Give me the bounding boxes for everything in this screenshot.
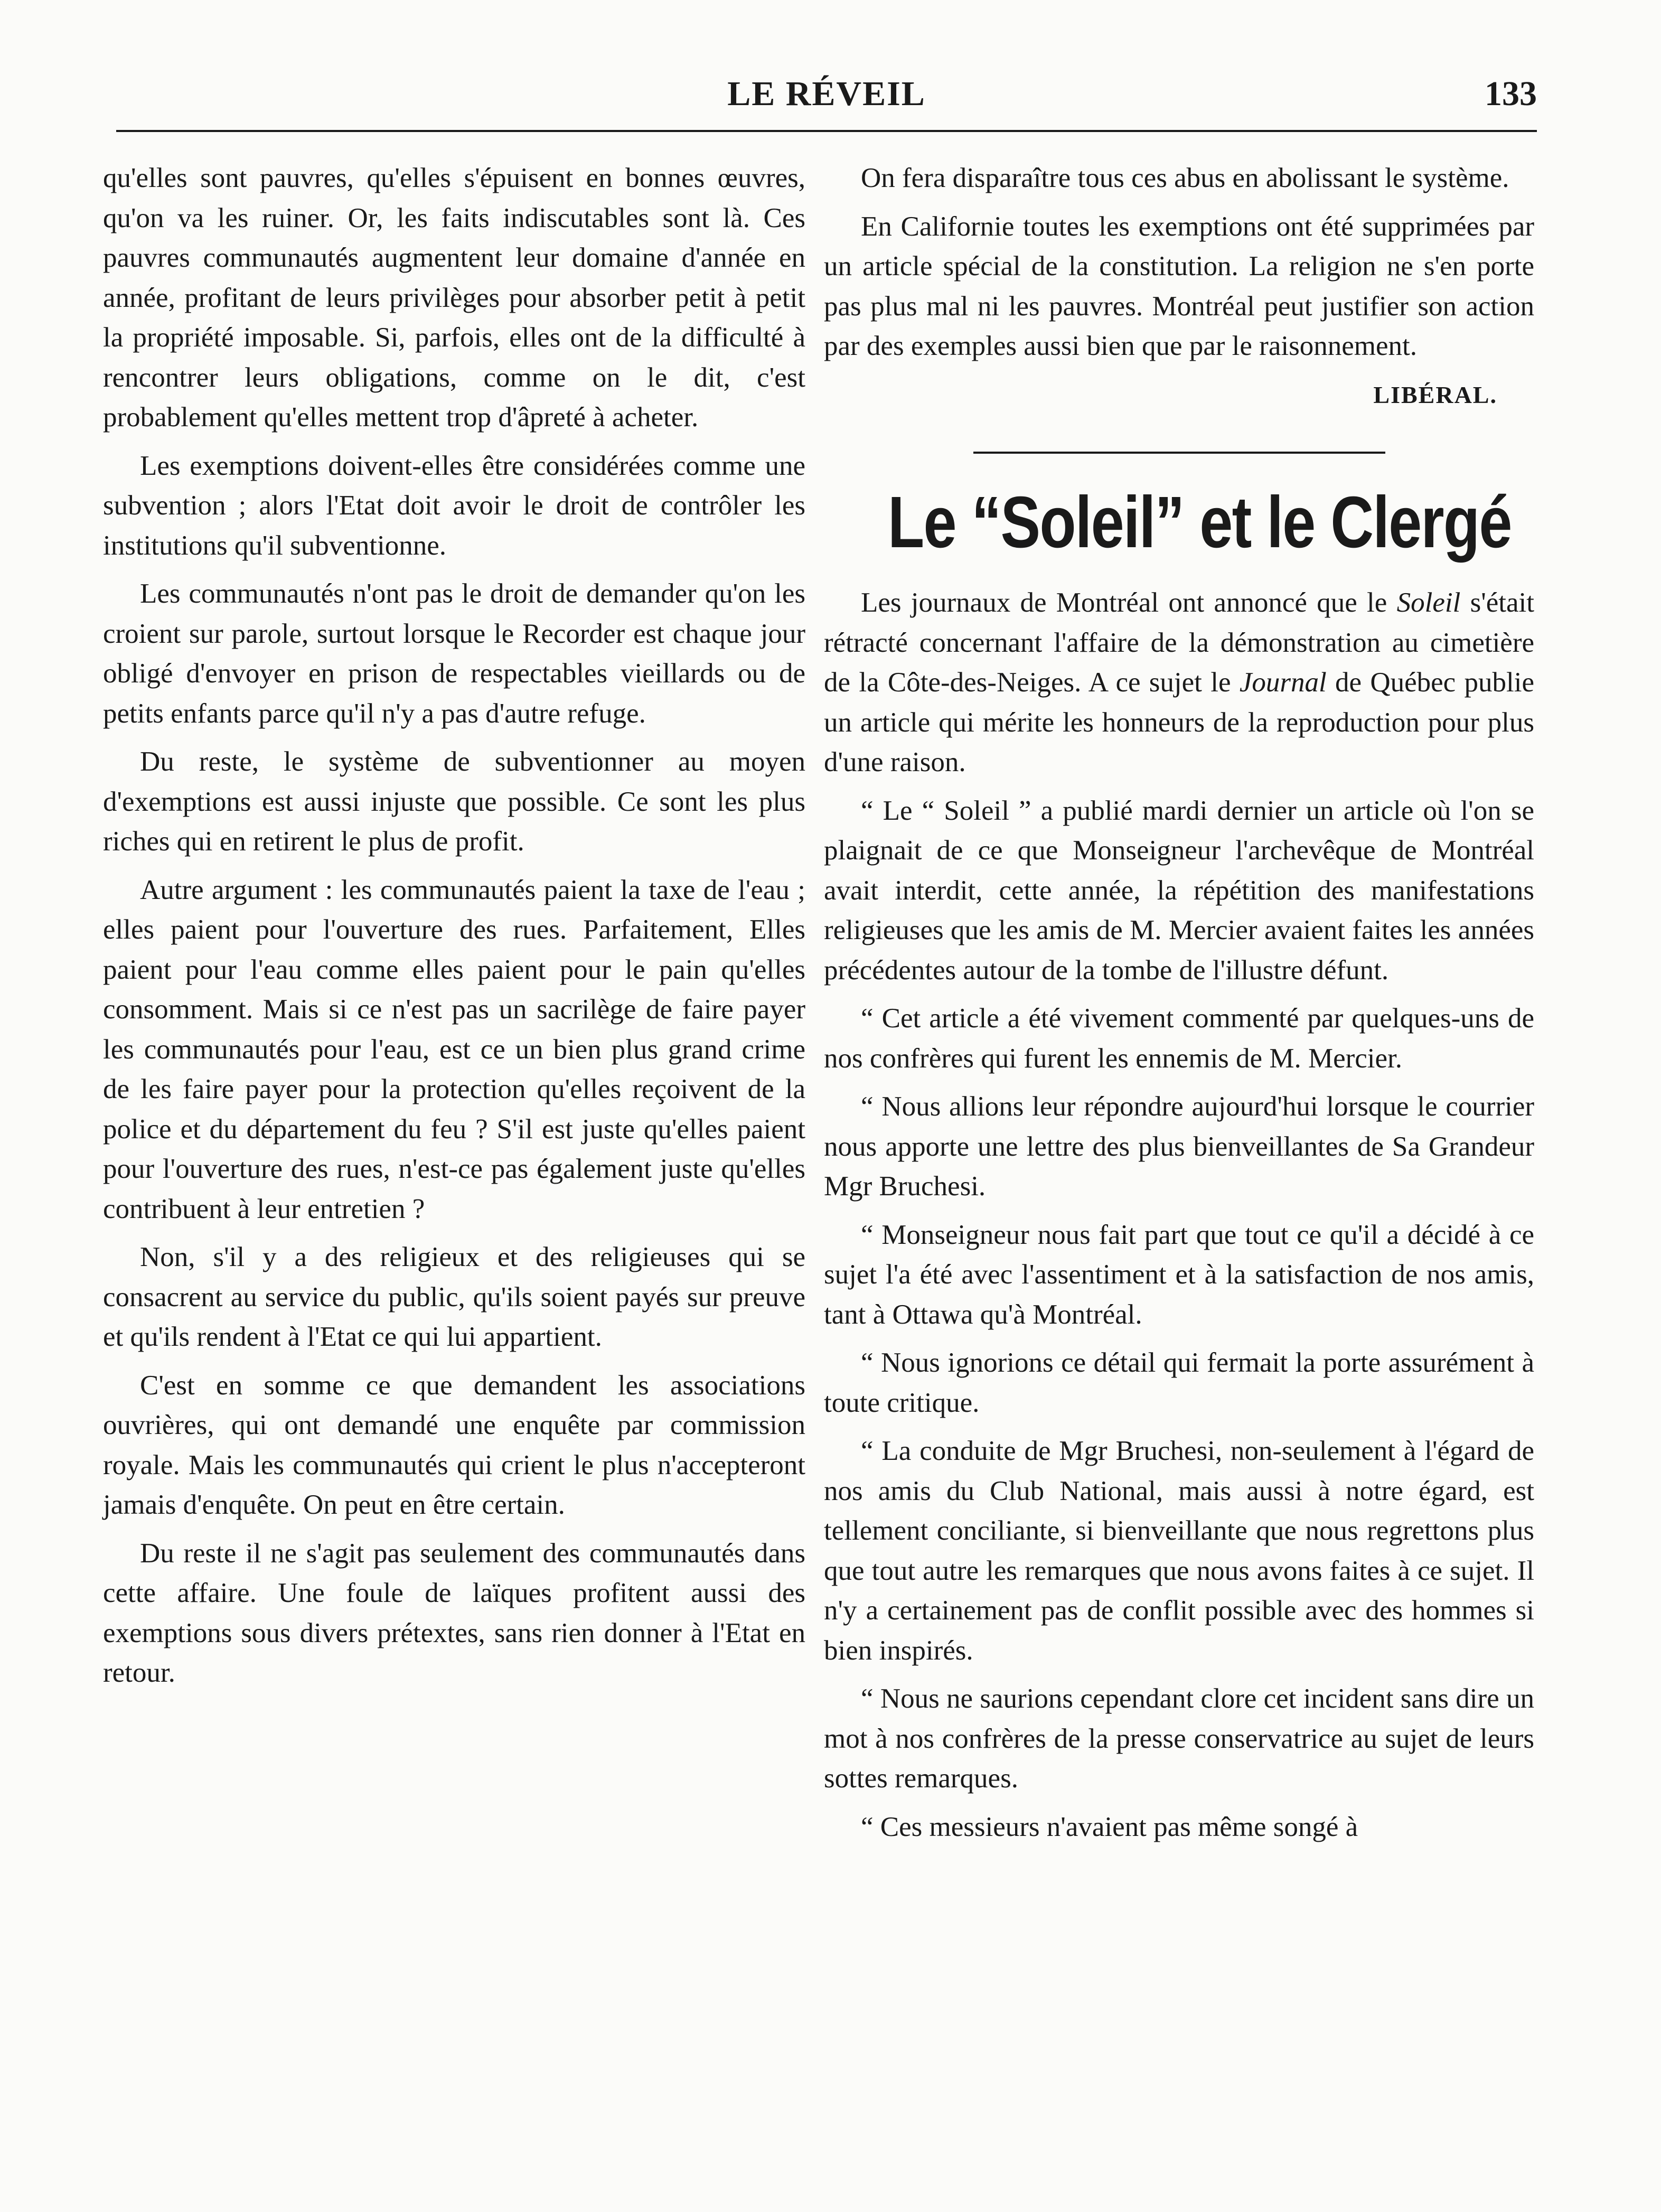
text-run: Les journaux de Montréal ont annoncé que le <box>861 587 1397 618</box>
paragraph: Du reste, le système de subventionner au moyen d'exemptions est aussi injuste que possible. Ce sont les plus riches qui en retirent le plus de profit. <box>103 746 805 857</box>
section-divider <box>973 452 1385 454</box>
paragraph: “ Le “ Soleil ” a publié mardi dernier un article où l'on se plaignait de ce que Monseigneur l'archevêque de Montréal avait interdit, cette année, la répétition des manifestations religieuses que les amis de M. Mercier avaient faites les années précédentes autour de la tombe de l'illustre défunt. <box>824 795 1534 986</box>
left-column <box>103 158 805 1702</box>
article-title: Le “Soleil” et le Clergé <box>888 482 1512 563</box>
paragraph: “ La conduite de Mgr Bruchesi, non-seulement à l'égard de nos amis du Club National, mais aussi à notre égard, est tellement conciliante, si bienveillante que nous regrettons plus que tout autre les remarques que nous avons faites à ce sujet. Il n'y a certainement pas de conflit possible avec des hommes si bien inspirés. <box>824 1436 1534 1666</box>
header-rule <box>116 130 1537 132</box>
right-column <box>824 158 1534 1855</box>
paragraph: “ Cet article a été vivement commenté par quelques-uns de nos confrères qui furent les ennemis de M. Mercier. <box>824 1003 1534 1074</box>
paragraph: Les exemptions doivent-elles être considérées comme une subvention ; alors l'Etat doit avoir le droit de contrôler les institutions qu'il subventionne. <box>103 450 805 561</box>
paragraph: C'est en somme ce que demandent les associations ouvrières, qui ont demandé une enquête par commission royale. Mais les communautés qui crient le plus n'accepteront jamais d'enquête. On peut en être certain. <box>103 1370 805 1520</box>
signature: LIBÉRAL. <box>1373 381 1497 408</box>
paragraph: Du reste il ne s'agit pas seulement des communautés dans cette affaire. Une foule de laïques profitent aussi des exemptions sous divers prétextes, sans rien donner à l'Etat en retour. <box>103 1538 805 1688</box>
page-header <box>116 69 1537 132</box>
paragraph: En Californie toutes les exemptions ont été supprimées par un article spécial de la constitution. La religion ne s'en porte pas plus mal ni les pauvres. Montréal peut justifier son action par des exemples aussi bien que par le raisonnement. <box>824 211 1534 361</box>
newspaper-name-soleil: Soleil <box>1396 587 1461 618</box>
paragraph: “ Monseigneur nous fait part que tout ce qu'il a décidé à ce sujet l'a été avec l'assentiment et à la satisfaction de nos amis, tant à Ottawa qu'à Montréal. <box>824 1219 1534 1330</box>
paragraph: Les communautés n'ont pas le droit de demander qu'on les croient sur parole, surtout lorsque le Recorder est chaque jour obligé d'envoyer en prison de respectables vieillards ou de petits enfants parce qu'il n'y a pas d'autre refuge. <box>103 578 805 729</box>
paragraph: “ Ces messieurs n'avaient pas même songé à <box>861 1811 1358 1842</box>
paragraph: “ Nous ignorions ce détail qui fermait la porte assurément à toute critique. <box>824 1347 1534 1418</box>
text-run: de Québec publie un article qui mérite les honneurs de la reproduction pour plus d'une raison. <box>824 667 1534 777</box>
paragraph: Non, s'il y a des religieux et des religieuses qui se consacrent au service du public, qu'ils soient payés sur preuve et qu'ils rendent à l'Etat ce qui lui appartient. <box>103 1242 805 1352</box>
paragraph: “ Nous allions leur répondre aujourd'hui lorsque le courrier nous apporte une lettre des plus bienveillantes de Sa Grandeur Mgr Bruchesi. <box>824 1091 1534 1202</box>
paragraph: qu'elles sont pauvres, qu'elles s'épuisent en bonnes œuvres, qu'on va les ruiner. Or, les faits indiscutables sont là. Ces pauvres communautés augmentent leur domaine d'année en année, profitant de leurs privilèges pour absorber petit à petit la propriété imposable. Si, parfois, elles ont de la difficulté à rencontrer leurs obligations, comme on le dit, c'est probablement qu'elles mettent trop d'âpreté à acheter. <box>103 163 805 433</box>
paragraph: “ Nous ne saurions cependant clore cet incident sans dire un mot à nos confrères de la presse conservatrice au sujet de leurs sottes remarques. <box>824 1683 1534 1794</box>
page-number: 133 <box>1485 74 1537 113</box>
text-run: s'était rétracté concernant l'affaire de la démonstration au cimetière de la Côte-des-Neiges. A ce sujet le <box>824 587 1534 698</box>
paragraph <box>824 583 1534 783</box>
newspaper-name-journal: Journal <box>1239 667 1327 698</box>
paragraph: On fera disparaître tous ces abus en abolissant le système. <box>861 163 1509 193</box>
newspaper-title: LE RÉVEIL <box>727 74 926 113</box>
paragraph: Autre argument : les communautés paient la taxe de l'eau ; elles paient pour l'ouverture des rues. Parfaitement, Elles paient pour l'eau comme elles paient pour le pain qu'elles consomment. Mais si ce n'est pas un sacrilège de faire payer les communautés pour l'eau, est ce un bien plus grand crime de les faire payer pour la protection qu'elles reçoivent de la police et du département du feu ? S'il est juste qu'elles paient pour l'ouverture des rues, n'est-ce pas également juste qu'elles contribuent à leur entretien ? <box>103 874 805 1224</box>
